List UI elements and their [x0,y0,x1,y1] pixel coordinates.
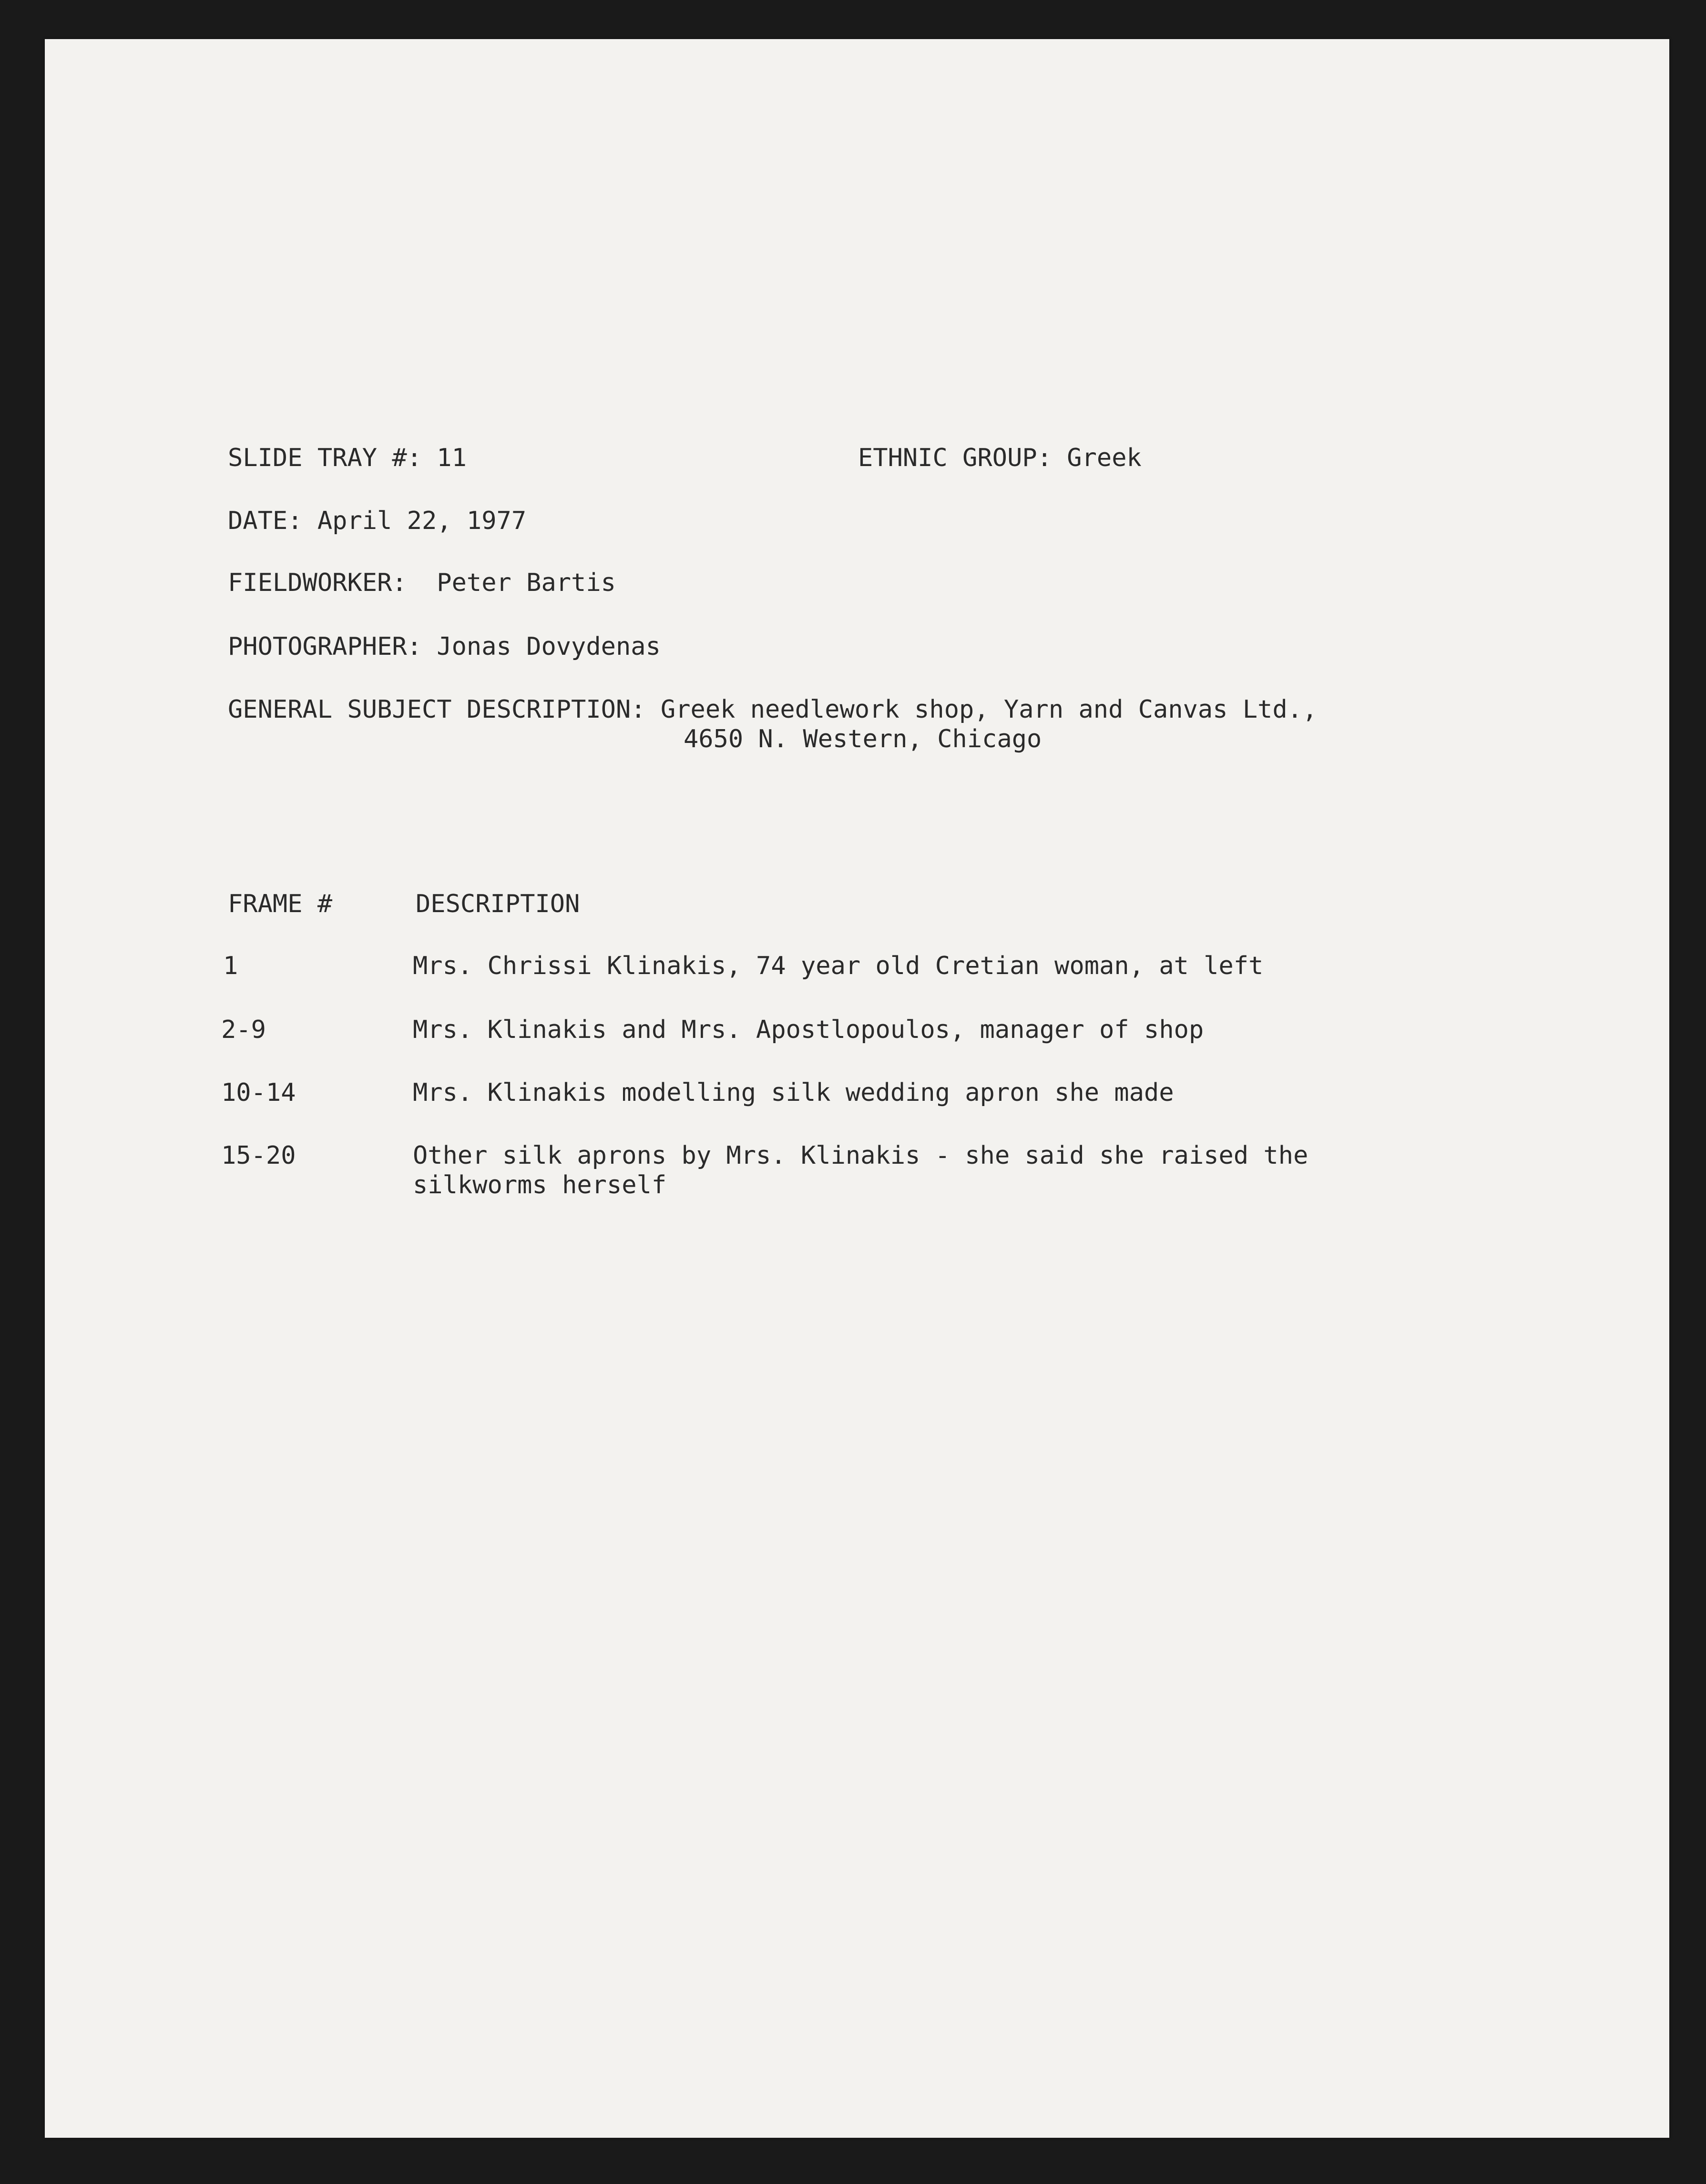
description-column-header: DESCRIPTION [416,890,580,918]
table-row-description: Mrs. Klinakis modelling silk wedding apron she made [413,1078,1174,1107]
fieldworker-field: FIELDWORKER: Peter Bartis [228,569,616,597]
table-row-description-continued: silkworms herself [413,1171,667,1199]
table-row-frame: 1 [223,952,238,980]
table-row-frame: 2-9 [221,1016,266,1044]
table-row-frame: 10-14 [221,1078,296,1107]
table-row-description: Mrs. Klinakis and Mrs. Apostlopoulos, manager of shop [413,1016,1204,1044]
table-row-description: Mrs. Chrissi Klinakis, 74 year old Cretian woman, at left [413,952,1264,980]
ethnic-group-field: ETHNIC GROUP: Greek [858,444,1142,472]
table-row-frame: 15-20 [221,1141,296,1170]
slide-tray-field: SLIDE TRAY #: 11 [228,444,467,472]
subject-description-line1: GENERAL SUBJECT DESCRIPTION: Greek needlework shop, Yarn and Canvas Ltd., [228,695,1318,724]
table-row-description: Other silk aprons by Mrs. Klinakis - she said she raised the [413,1141,1308,1170]
document-page [45,39,1669,2138]
date-field: DATE: April 22, 1977 [228,507,527,535]
photographer-field: PHOTOGRAPHER: Jonas Dovydenas [228,632,661,661]
subject-description-line2: 4650 N. Western, Chicago [684,725,1042,753]
frame-column-header: FRAME # [228,890,333,918]
